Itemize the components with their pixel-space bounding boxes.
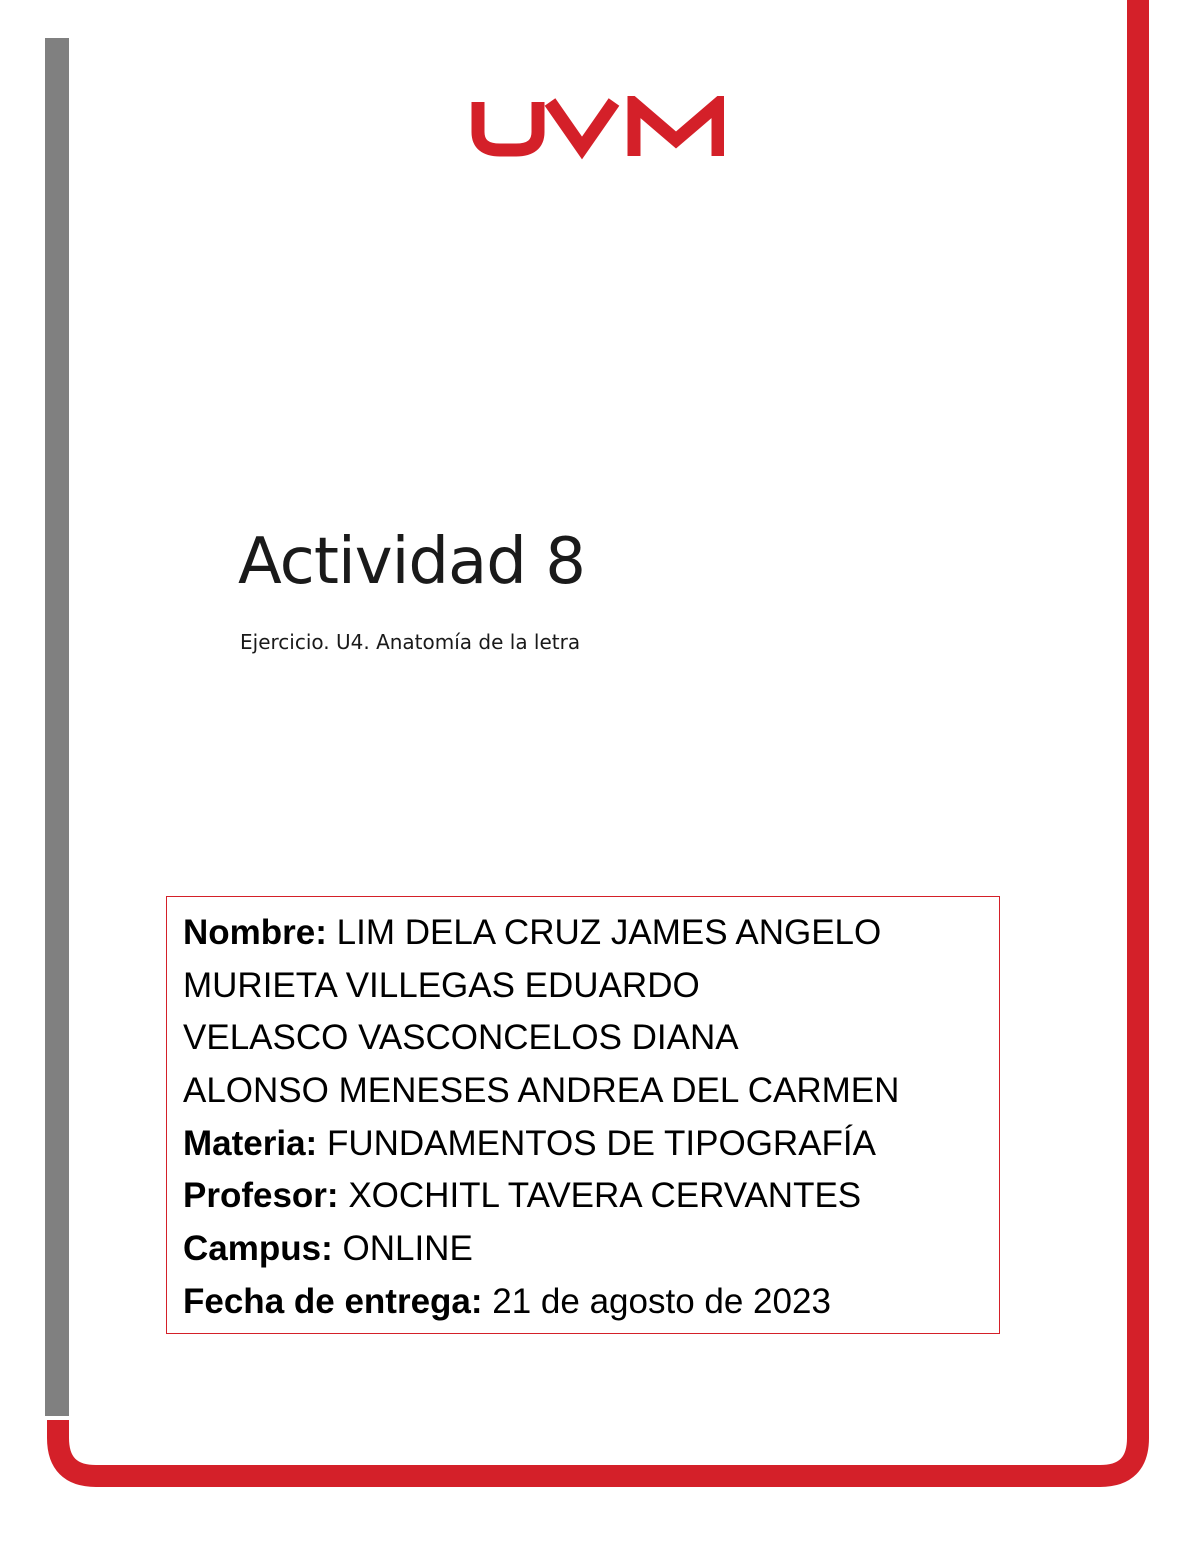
student-name: LIM DELA CRUZ JAMES ANGELO (336, 913, 882, 952)
materia-label: Materia: (183, 1123, 318, 1163)
info-box (166, 896, 1000, 1334)
student-name: MURIETA VILLEGAS EDUARDO (183, 965, 700, 1005)
profesor-line (183, 1170, 999, 1223)
student-line (183, 960, 999, 1013)
student-name: VELASCO VASCONCELOS DIANA (183, 1018, 739, 1058)
profesor-value: XOCHITL TAVERA CERVANTES (348, 1176, 862, 1216)
materia-line (183, 1118, 999, 1171)
nombre-label: Nombre: (183, 913, 327, 952)
campus-label: Campus: (183, 1229, 333, 1269)
campus-value: ONLINE (342, 1229, 473, 1269)
fecha-line (183, 1276, 999, 1329)
materia-value: FUNDAMENTOS DE TIPOGRAFÍA (326, 1123, 876, 1163)
fecha-value: 21 de agosto de 2023 (492, 1281, 831, 1321)
left-rail (45, 38, 69, 1416)
page-title: Actividad 8 (238, 525, 585, 599)
uvm-logo (468, 96, 724, 160)
page-subtitle: Ejercicio. U4. Anatomía de la letra (240, 630, 581, 654)
campus-line (183, 1223, 999, 1276)
student-line (183, 1012, 999, 1065)
student-name: ALONSO MENESES ANDREA DEL CARMEN (183, 1071, 900, 1111)
nombre-line (183, 907, 999, 960)
fecha-label: Fecha de entrega: (183, 1281, 483, 1321)
student-line (183, 1065, 999, 1118)
profesor-label: Profesor: (183, 1176, 339, 1216)
